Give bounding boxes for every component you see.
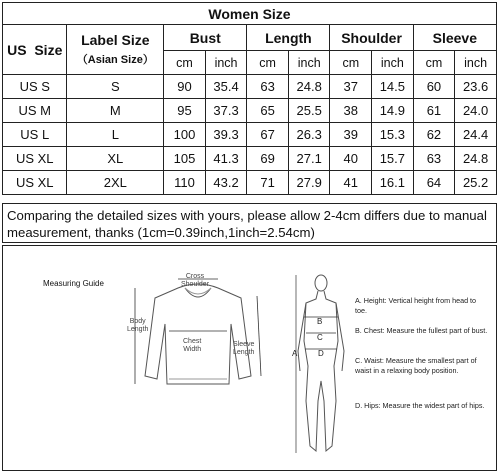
cell: 15.3 (372, 123, 414, 147)
cell: XL (67, 147, 164, 171)
instruction-hips: D. Hips: Measure the widest part of hips. (355, 401, 485, 410)
sleeve-length-label: Sleeve Length (233, 341, 255, 356)
table-row (3, 99, 497, 123)
table-row (3, 123, 497, 147)
cell: 64 (413, 171, 455, 195)
header-shoulder: Shoulder (330, 25, 413, 51)
unit-cell: inch (455, 51, 497, 75)
cell: M (67, 99, 164, 123)
measuring-guide-title: Measuring Guide (43, 279, 104, 288)
unit-cell: inch (372, 51, 414, 75)
table-row (3, 75, 497, 99)
cell: 14.9 (372, 99, 414, 123)
instruction-height: A. Height: Vertical height from head to toe. (355, 296, 477, 315)
cell: US M (3, 99, 67, 123)
table-row (3, 147, 497, 171)
figure-letter-b: B (317, 317, 323, 326)
header-length: Length (247, 25, 330, 51)
cell: 15.7 (372, 147, 414, 171)
table-row (3, 171, 497, 195)
measurement-note: Comparing the detailed sizes with yours, please allow 2-4cm differs due to manual measurement, thanks (1cm=0.39inch,1inch=2.54cm) (2, 203, 497, 243)
cell: 27.9 (288, 171, 330, 195)
table-title: Women Size (3, 3, 497, 25)
cell: 110 (164, 171, 206, 195)
cell: 24.0 (455, 99, 497, 123)
cell: 38 (330, 99, 372, 123)
cell: 35.4 (205, 75, 247, 99)
cell: US XL (3, 171, 67, 195)
cell: 24.8 (455, 147, 497, 171)
cell: 27.1 (288, 147, 330, 171)
header-sleeve: Sleeve (413, 25, 496, 51)
chest-width-label: Chest Width (183, 338, 202, 353)
cell: 40 (330, 147, 372, 171)
cell: 39.3 (205, 123, 247, 147)
cell: 16.1 (372, 171, 414, 195)
cell: 63 (413, 147, 455, 171)
unit-cell: cm (330, 51, 372, 75)
cell: 67 (247, 123, 289, 147)
cell: L (67, 123, 164, 147)
figure-letter-c: C (317, 333, 323, 342)
unit-cell: inch (205, 51, 247, 75)
unit-cell: cm (247, 51, 289, 75)
cell: 41.3 (205, 147, 247, 171)
cell: 25.5 (288, 99, 330, 123)
cell: 37.3 (205, 99, 247, 123)
cell: 62 (413, 123, 455, 147)
unit-cell: cm (164, 51, 206, 75)
cell: 60 (413, 75, 455, 99)
cell: 105 (164, 147, 206, 171)
cell: US XL (3, 147, 67, 171)
figure-letter-d: D (318, 349, 324, 358)
cell: US L (3, 123, 67, 147)
cell: 14.5 (372, 75, 414, 99)
header-label-size (67, 25, 164, 75)
cell: 23.6 (455, 75, 497, 99)
body-figure-diagram (288, 271, 348, 461)
cell: 61 (413, 99, 455, 123)
unit-cell: inch (288, 51, 330, 75)
instruction-waist: C. Waist: Measure the smallest part of waist in a relaxing body position. (355, 356, 477, 375)
cell: 25.2 (455, 171, 497, 195)
cell: S (67, 75, 164, 99)
cell: 41 (330, 171, 372, 195)
label-size-text: Label Size (81, 32, 150, 48)
cell: US S (3, 75, 67, 99)
figure-letter-a: A (292, 349, 298, 358)
header-us-size: US Size (3, 25, 67, 75)
cell: 71 (247, 171, 289, 195)
cell: 24.4 (455, 123, 497, 147)
cell: 100 (164, 123, 206, 147)
asian-size-text: （Asian Size） (76, 54, 154, 66)
cell: 65 (247, 99, 289, 123)
cell: 39 (330, 123, 372, 147)
cell: 2XL (67, 171, 164, 195)
cell: 43.2 (205, 171, 247, 195)
cell: 69 (247, 147, 289, 171)
cell: 63 (247, 75, 289, 99)
header-bust: Bust (164, 25, 247, 51)
measuring-guide-panel (2, 245, 497, 471)
cross-shoulder-label: Cross Shoulder (181, 273, 210, 288)
size-table (2, 2, 497, 195)
cell: 95 (164, 99, 206, 123)
unit-cell: cm (413, 51, 455, 75)
cell: 24.8 (288, 75, 330, 99)
cell: 26.3 (288, 123, 330, 147)
cell: 90 (164, 75, 206, 99)
cell: 37 (330, 75, 372, 99)
instruction-chest: B. Chest: Measure the fullest part of bust. (355, 326, 488, 335)
body-length-label: Body Length (127, 318, 149, 333)
